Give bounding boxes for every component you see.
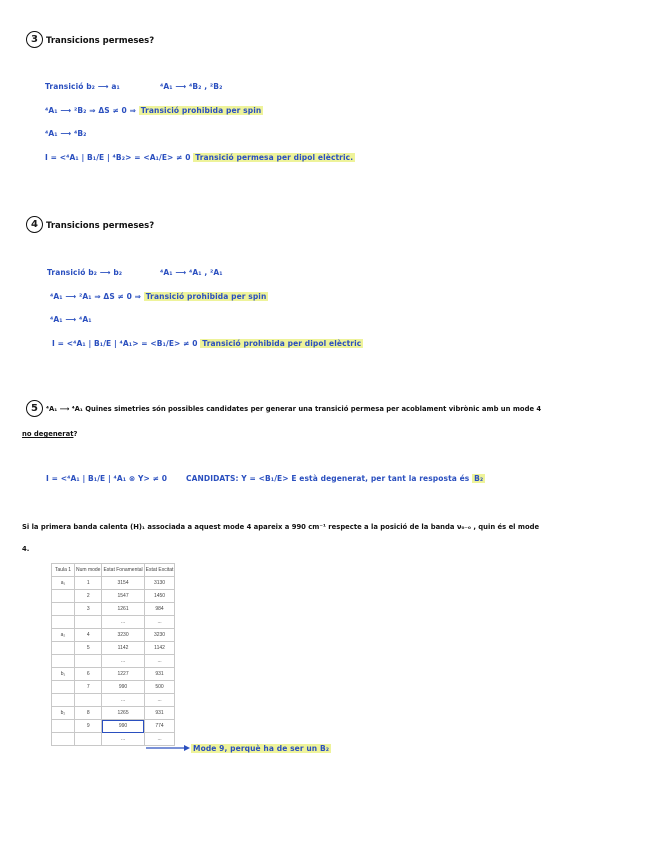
table-cell xyxy=(52,720,75,733)
question-4-title: Transicions permeses? xyxy=(46,221,155,231)
modes-table xyxy=(51,563,175,746)
table-cell: 3154 xyxy=(102,577,144,590)
mode-9-annotation: Mode 9, perquè ha de ser un B₂ xyxy=(193,744,330,753)
table-cell xyxy=(75,616,102,629)
question-3-title: Transicions permeses? xyxy=(46,36,155,46)
table-cell xyxy=(52,616,75,629)
table-cell: 5 xyxy=(75,642,102,655)
q3-integral-eq: I = <⁴A₁ | B₁/E | ⁴B₂> = <A₁/E> ≠ 0 xyxy=(45,153,191,162)
q3-spin-condition xyxy=(45,106,263,115)
question-3-number: 3 xyxy=(26,31,43,48)
annotation-arrow xyxy=(146,743,190,753)
table-header: Estat Fonamental xyxy=(102,564,144,577)
question-5-number: 5 xyxy=(26,400,43,417)
table-header: Estat Excitat xyxy=(144,564,175,577)
q4-spin-note: Transició prohibida per spin xyxy=(145,292,267,301)
table-cell: 7 xyxy=(75,681,102,694)
q4-integral xyxy=(52,339,363,348)
table-cell xyxy=(52,655,75,668)
question-4-number: 4 xyxy=(26,216,43,233)
q4-integral-eq: I = <⁴A₁ | B₁/E | ⁴A₁> = <B₁/E> ≠ 0 xyxy=(52,339,198,348)
table-cell xyxy=(75,733,102,746)
table-cell xyxy=(52,642,75,655)
table-cell: ... xyxy=(102,733,144,746)
table-row xyxy=(52,694,175,707)
table-row xyxy=(52,707,175,720)
q4-allowed-term: ⁴A₁ ⟶ ⁴A₁ xyxy=(50,315,92,324)
table-cell xyxy=(52,681,75,694)
table-row xyxy=(52,655,175,668)
q5-question-line1: ⁴A₁ ⟶ ⁴A₁ Quines simetries són possibles candidates per generar una transició permesa per acoblament vibrònic amb un mode 4 xyxy=(46,405,542,413)
table-cell: 1227 xyxy=(102,668,144,681)
q4-terms: ⁴A₁ ⟶ ⁴A₁ , ²A₁ xyxy=(160,268,223,277)
q3-transition: Transició b₂ ⟶ a₁ xyxy=(45,82,120,91)
table-cell: ... xyxy=(144,655,175,668)
table-cell xyxy=(52,694,75,707)
table-cell: 500 xyxy=(144,681,175,694)
table-cell: 990 xyxy=(102,720,144,733)
table-cell: 2 xyxy=(75,590,102,603)
q4-transition: Transició b₂ ⟶ b₂ xyxy=(47,268,123,277)
table-cell: 8 xyxy=(75,707,102,720)
table-cell xyxy=(52,590,75,603)
table-row xyxy=(52,590,175,603)
vibrational-modes-table xyxy=(51,563,175,746)
table-cell: b₂ xyxy=(52,707,75,720)
table-cell: ... xyxy=(144,616,175,629)
table-cell: 1261 xyxy=(102,603,144,616)
table-cell: ... xyxy=(102,694,144,707)
q4-spin-eq: ⁴A₁ ⟶ ²A₁ ⇒ ΔS ≠ 0 ⇒ xyxy=(50,292,142,301)
table-header: Num mode xyxy=(75,564,102,577)
table-cell: 774 xyxy=(144,720,175,733)
table-cell: ... xyxy=(144,694,175,707)
table-cell: 1 xyxy=(75,577,102,590)
table-row xyxy=(52,642,175,655)
q3-spin-note: Transició prohibida per spin xyxy=(140,106,262,115)
q3-spin-eq: ⁴A₁ ⟶ ²B₂ ⇒ ΔS ≠ 0 ⇒ xyxy=(45,106,136,115)
q5-answer: B₂ xyxy=(474,474,484,483)
q3-integral-note: Transició permesa per dipol elèctric. xyxy=(195,153,354,162)
table-cell: 931 xyxy=(144,707,175,720)
q5-candidates xyxy=(186,474,485,483)
q5-integral: I = <⁴A₁ | B₁/E | ⁴A₁ ⊗ Υ> ≠ 0 xyxy=(46,474,168,483)
table-header-row xyxy=(52,564,175,577)
table-cell: 3230 xyxy=(102,629,144,642)
table-cell xyxy=(75,694,102,707)
table-cell: 6 xyxy=(75,668,102,681)
table-cell: 931 xyxy=(144,668,175,681)
table-cell: a₁ xyxy=(52,577,75,590)
table-cell: 1547 xyxy=(102,590,144,603)
q5-question-line2 xyxy=(22,430,77,438)
q4-integral-note: Transició prohibida per dipol elèctric xyxy=(202,339,362,348)
q3-terms: ⁴A₁ ⟶ ⁴B₂ , ²B₂ xyxy=(160,82,223,91)
table-row xyxy=(52,668,175,681)
table-row xyxy=(52,629,175,642)
table-cell: 4 xyxy=(75,629,102,642)
q5-question-mark: ? xyxy=(73,430,78,438)
table-cell: ... xyxy=(144,733,175,746)
table-cell: b₁ xyxy=(52,668,75,681)
table-cell: 1142 xyxy=(102,642,144,655)
table-cell: ... xyxy=(102,655,144,668)
q3-allowed-term: ⁴A₁ ⟶ ⁴B₂ xyxy=(45,129,87,138)
table-cell xyxy=(75,655,102,668)
table-cell: 3 xyxy=(75,603,102,616)
table-cell: 9 xyxy=(75,720,102,733)
table-cell: 984 xyxy=(144,603,175,616)
table-row xyxy=(52,720,175,733)
table-cell: ... xyxy=(102,616,144,629)
q5-candidates-text: CANDIDATS: Υ = <B₁/E> E està degenerat, per tant la resposta és xyxy=(186,474,470,483)
table-row xyxy=(52,616,175,629)
hot-band-question-line2: 4. xyxy=(22,545,30,553)
hot-band-question-line1: Si la primera banda calenta (H)₁ associada a aquest mode 4 apareix a 990 cm⁻¹ respecte a la posició de la banda ν₀₋₀ , quin és el mode xyxy=(22,523,540,531)
q4-spin-condition xyxy=(50,292,268,301)
table-cell: 1142 xyxy=(144,642,175,655)
table-row xyxy=(52,681,175,694)
table-cell: 1265 xyxy=(102,707,144,720)
table-cell: 3130 xyxy=(144,577,175,590)
table-cell xyxy=(52,603,75,616)
table-cell: a₂ xyxy=(52,629,75,642)
table-cell: 990 xyxy=(102,681,144,694)
table-row xyxy=(52,577,175,590)
q5-non-degenerate: no degenerat xyxy=(22,430,74,438)
table-row xyxy=(52,603,175,616)
table-cell: 3230 xyxy=(144,629,175,642)
table-cell xyxy=(52,733,75,746)
table-cell: 1450 xyxy=(144,590,175,603)
q3-integral xyxy=(45,153,355,162)
table-header: Taula 1 xyxy=(52,564,75,577)
